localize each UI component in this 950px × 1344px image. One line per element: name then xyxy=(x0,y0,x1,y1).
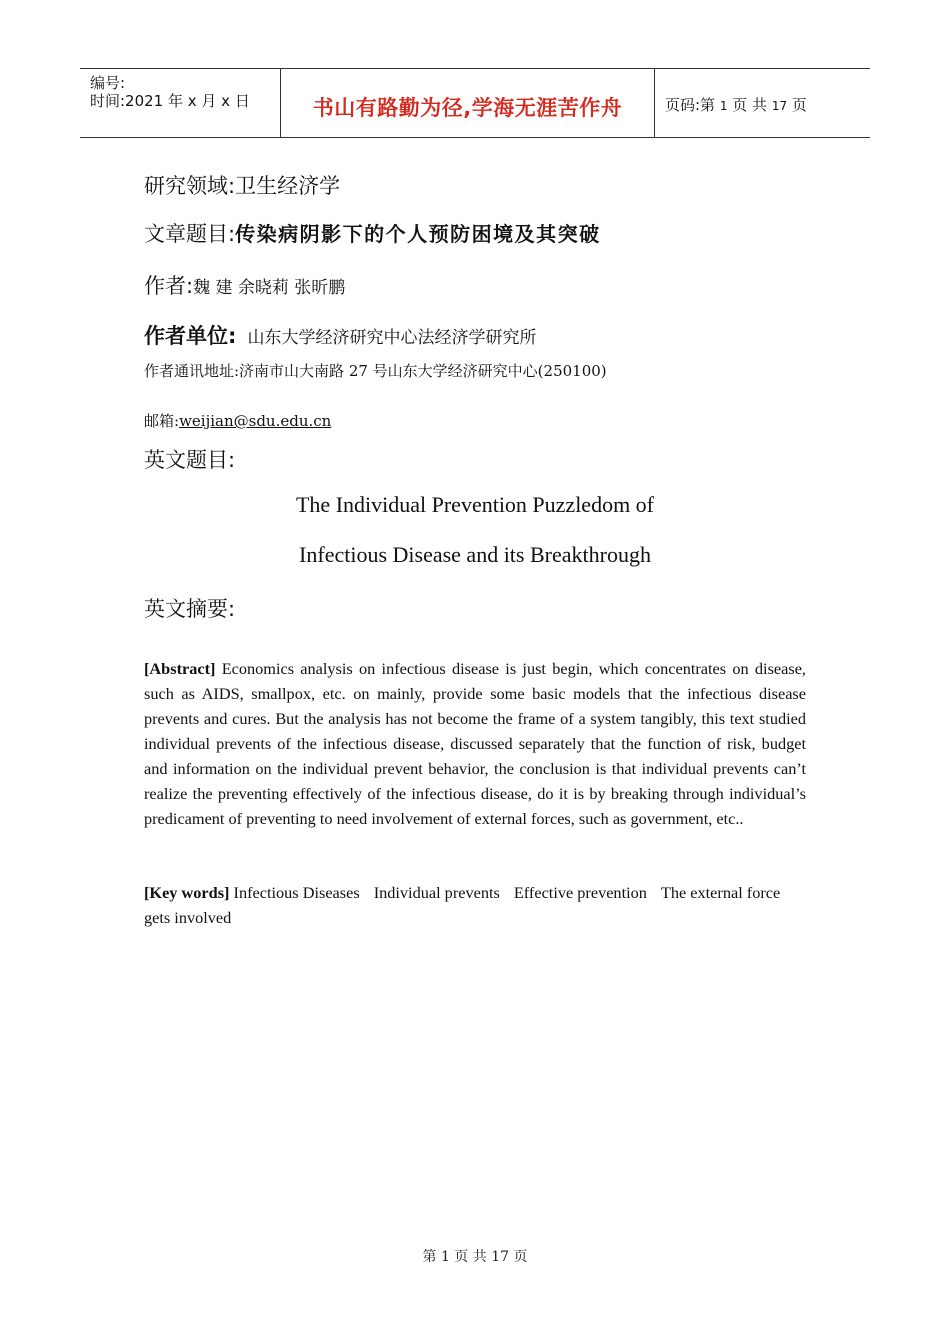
article-title-line xyxy=(144,218,601,248)
header-page-number xyxy=(665,94,807,115)
page-suffix: 页 xyxy=(791,96,807,114)
keywords-paragraph xyxy=(144,880,806,930)
keywords-tag: [Key words] xyxy=(144,883,230,902)
english-title-line-1: The Individual Prevention Puzzledom of xyxy=(295,492,655,517)
page-total: 17 xyxy=(771,99,788,113)
header-motto-cell xyxy=(281,69,655,137)
article-title-value: 传染病阴影下的个人预防困境及其突破 xyxy=(235,222,601,246)
english-abstract-label: 英文摘要: xyxy=(144,597,236,621)
research-field-value: 卫生经济学 xyxy=(235,174,341,198)
keyword-item: Individual prevents xyxy=(373,883,500,902)
page-mid: 页 共 xyxy=(732,96,768,114)
english-title-label: 英文题目: xyxy=(144,448,236,472)
english-title-line-2: Infectious Disease and its Breakthrough xyxy=(299,542,651,567)
time-label: 时间:2021 年 x 月 x 日 xyxy=(90,92,250,110)
address-line: 作者通讯地址:济南市山大南路 27 号山东大学经济研究中心(250100) xyxy=(144,362,607,380)
keyword-item: The external force gets involved xyxy=(144,883,781,927)
abstract-paragraph xyxy=(144,656,806,831)
research-field-label: 研究领域: xyxy=(144,174,236,198)
keyword-item: Effective prevention xyxy=(513,883,647,902)
authors-line xyxy=(144,270,345,300)
page-current: 1 xyxy=(719,99,728,113)
article-title-label: 文章题目: xyxy=(144,222,236,246)
page-footer: 第 1 页 共 17 页 xyxy=(422,1249,528,1265)
email-link[interactable]: weijian@sdu.edu.cn xyxy=(179,412,332,430)
author-unit-value: 山东大学经济研究中心法经济学研究所 xyxy=(247,328,537,348)
research-field-line xyxy=(144,170,340,200)
authors-value: 魏 建 余晓莉 张昕鹏 xyxy=(193,278,346,298)
header-motto: 书山有路勤为径,学海无涯苦作舟 xyxy=(312,96,623,120)
page-prefix: 页码:第 xyxy=(665,96,716,114)
keyword-item: Infectious Diseases xyxy=(233,883,360,902)
author-unit-line xyxy=(144,320,537,350)
email-line xyxy=(144,410,331,431)
header-left-cell xyxy=(80,69,281,137)
authors-label: 作者: xyxy=(144,274,194,298)
document-header xyxy=(80,68,870,138)
header-page-cell xyxy=(655,69,870,137)
author-unit-label: 作者单位: xyxy=(144,324,237,348)
serial-label: 编号: xyxy=(90,74,126,92)
abstract-tag: [Abstract] xyxy=(144,659,216,678)
abstract-text: Economics analysis on infectious disease is just begin, which concentrates on disease, such as AIDS, smallpox, etc. on mainly, provide some basic models that the infectious disease prevents and cures. But the analysis has not become the frame of a system tangibly, this text studied individual prevents of the infectious disease, discussed separately that the function of risk, budget and information on the individual prevent behavior, the conclusion is that individual prevents can’t realize the preventing effectively of the infectious disease, do it is by breaking through individual’s predicament of preventing to need involvement of external forces, such as government, etc.. xyxy=(144,659,806,828)
email-label: 邮箱: xyxy=(144,412,180,430)
